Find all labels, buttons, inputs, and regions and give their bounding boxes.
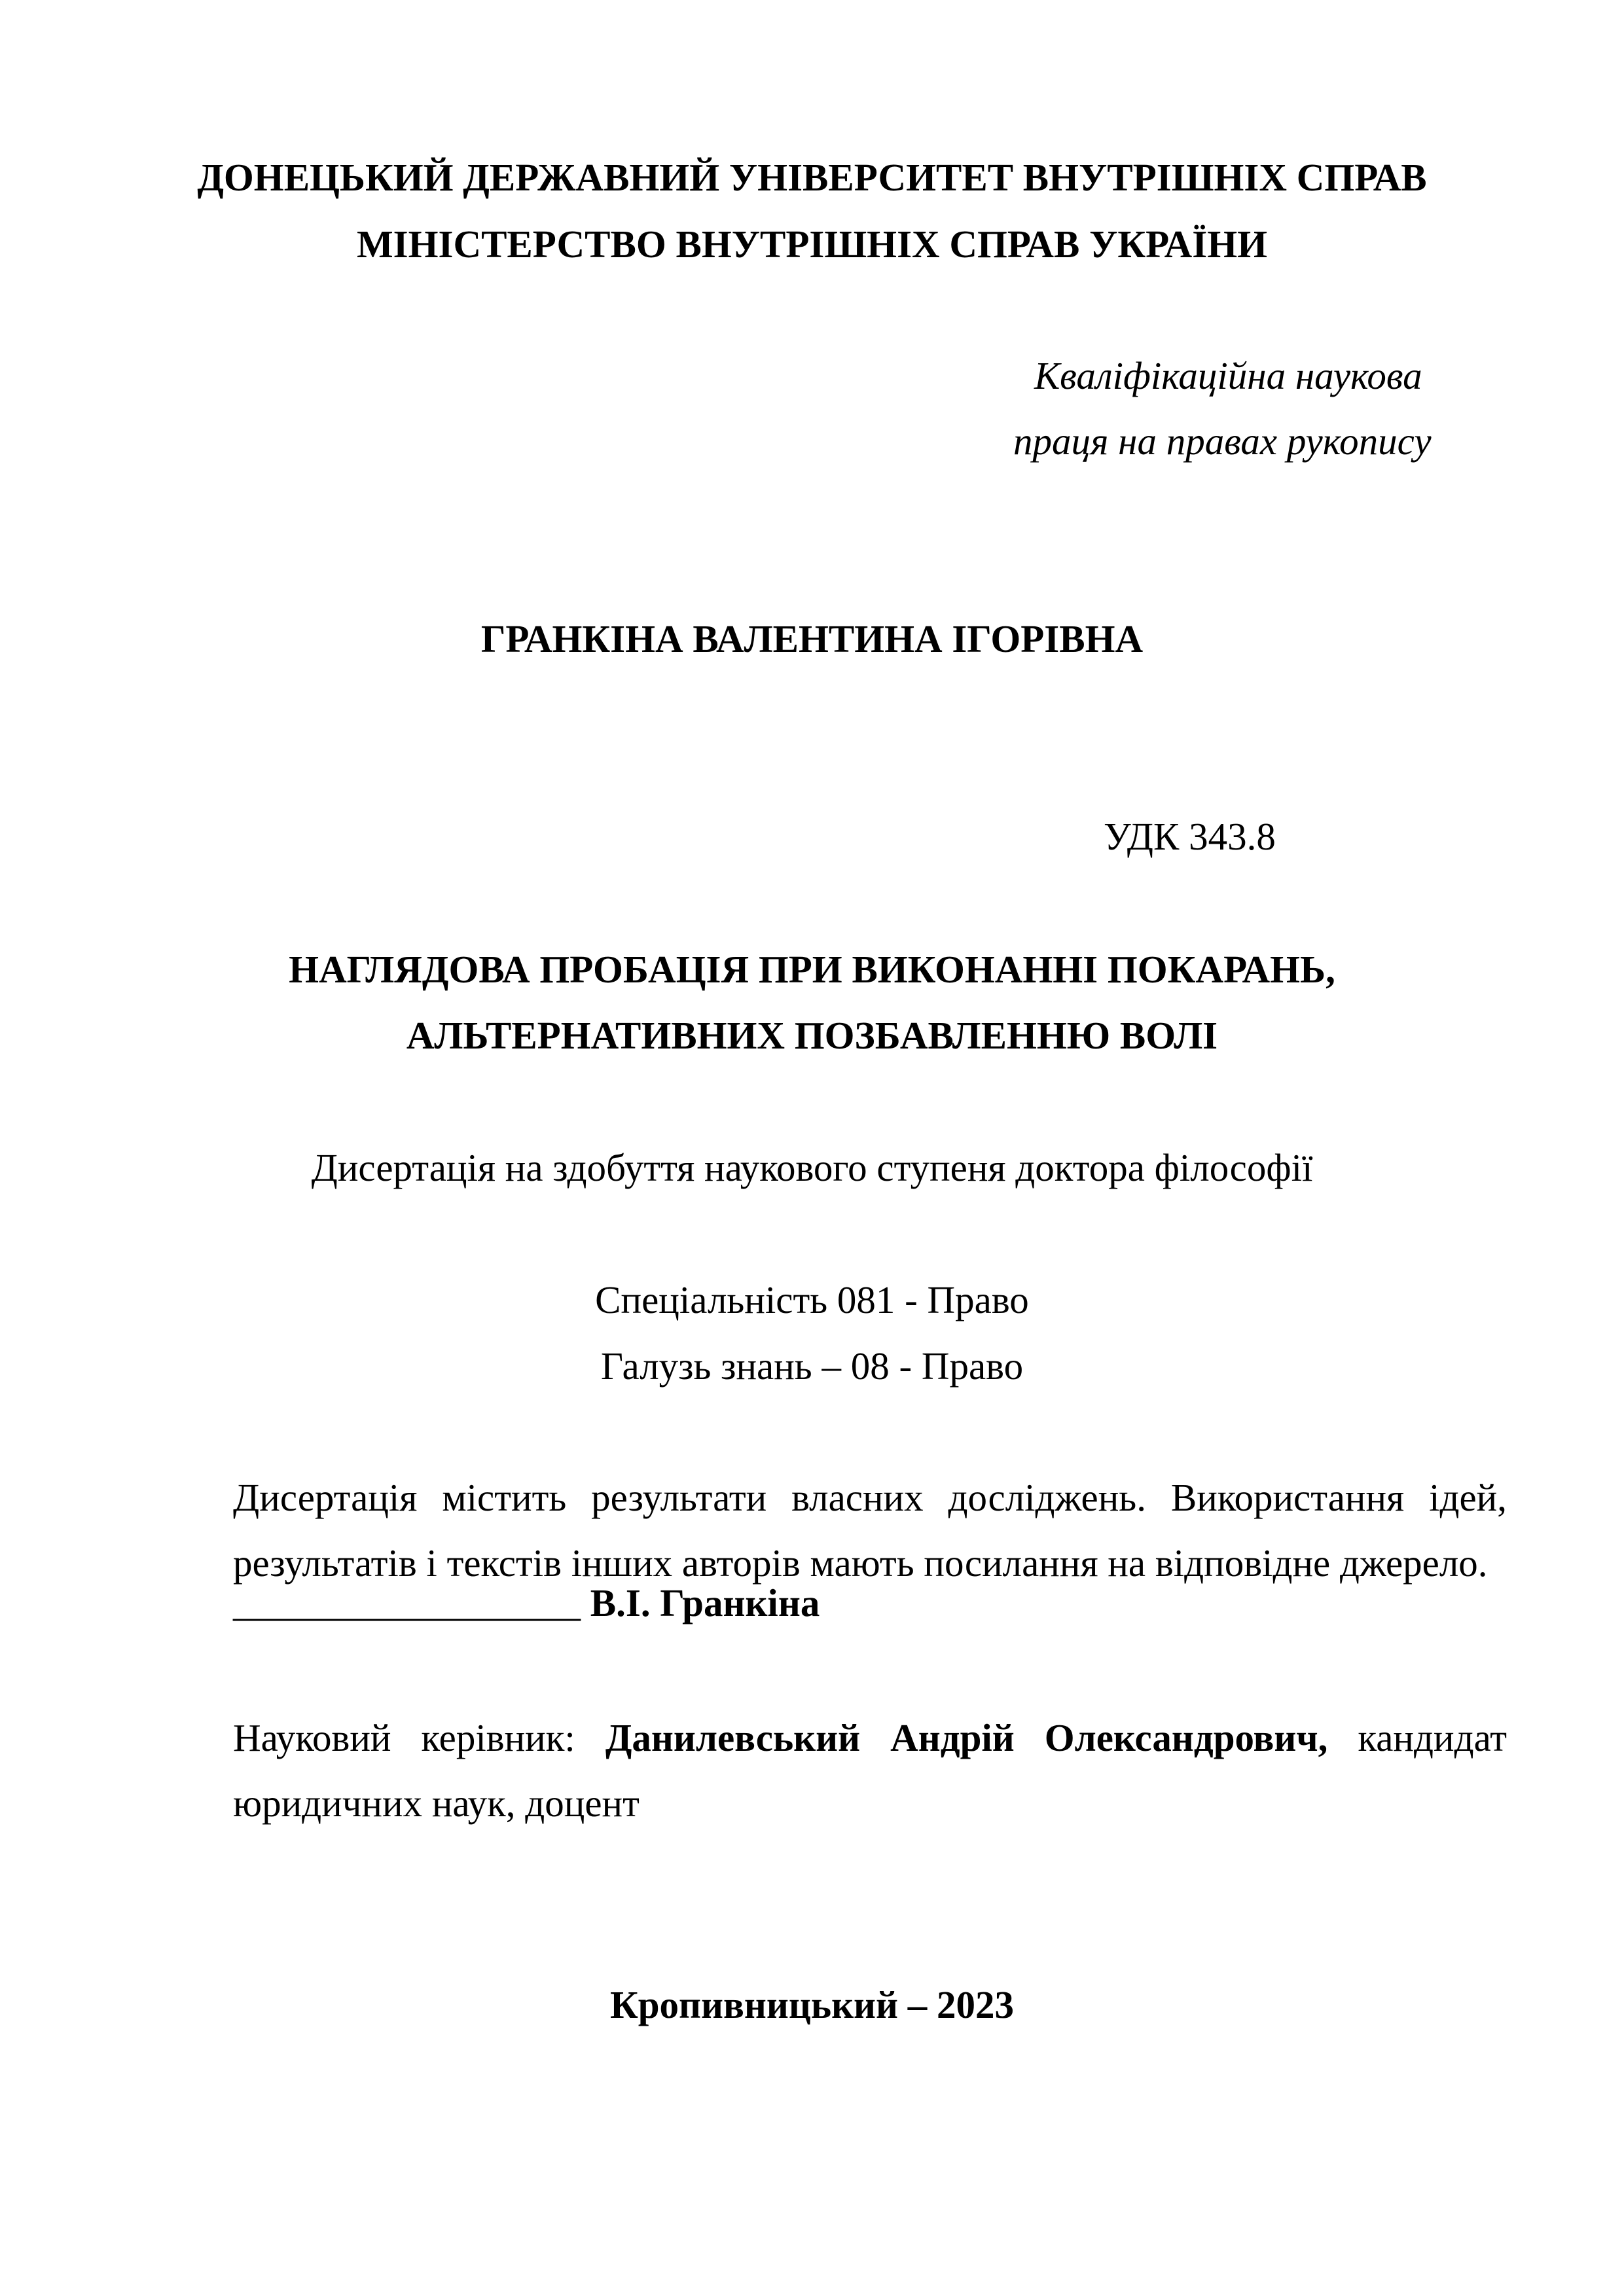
signature-name: В.І. Гранкіна <box>590 1581 820 1624</box>
city-year: Кропивницький – 2023 <box>609 1983 1015 2026</box>
author-name: ГРАНКІНА ВАЛЕНТИНА ІГОРІВНА <box>480 617 1144 660</box>
originality-declaration <box>233 1465 1507 1596</box>
declaration-line1: Дисертація містить результати власних досліджень. Використання ідей, <box>233 1476 1507 1519</box>
specialty: Спеціальність 081 - Право <box>595 1278 1029 1321</box>
dissertation-title-line2: АЛЬТЕРНАТИВНИХ ПОЗБАВЛЕННЮ ВОЛІ <box>406 1014 1218 1057</box>
ministry-name: МІНІСТЕРСТВО ВНУТРІШНІХ СПРАВ УКРАЇНИ <box>356 223 1268 266</box>
supervisor-title-part1: кандидат <box>1358 1716 1507 1759</box>
declaration-line2: результатів і текстів інших авторів мають посилання на відповідне джерело. <box>233 1541 1488 1585</box>
supervisor-title-part2: юридичних наук, доцент <box>233 1782 640 1825</box>
manuscript-note-line2: праця на правах рукопису <box>1013 420 1432 463</box>
university-name: ДОНЕЦЬКИЙ ДЕРЖАВНИЙ УНІВЕРСИТЕТ ВНУТРІШНІХ СПРАВ <box>197 156 1427 199</box>
udc-code: УДК 343.8 <box>1104 815 1276 858</box>
signature-line <box>233 1581 820 1624</box>
supervisor-name: Данилевський Андрій Олександрович, <box>605 1716 1328 1759</box>
supervisor-block <box>233 1705 1507 1836</box>
dissertation-title-line1: НАГЛЯДОВА ПРОБАЦІЯ ПРИ ВИКОНАННІ ПОКАРАНЬ, <box>289 948 1335 991</box>
signature-underline: __________________ <box>233 1581 581 1624</box>
knowledge-field: Галузь знань – 08 - Право <box>600 1344 1024 1388</box>
degree-statement: Дисертація на здобуття наукового ступеня доктора філософії <box>311 1146 1313 1189</box>
manuscript-note-line1: Кваліфікаційна наукова <box>1034 354 1422 397</box>
supervisor-line1 <box>233 1705 1507 1770</box>
supervisor-label: Науковий керівник: <box>233 1716 575 1759</box>
